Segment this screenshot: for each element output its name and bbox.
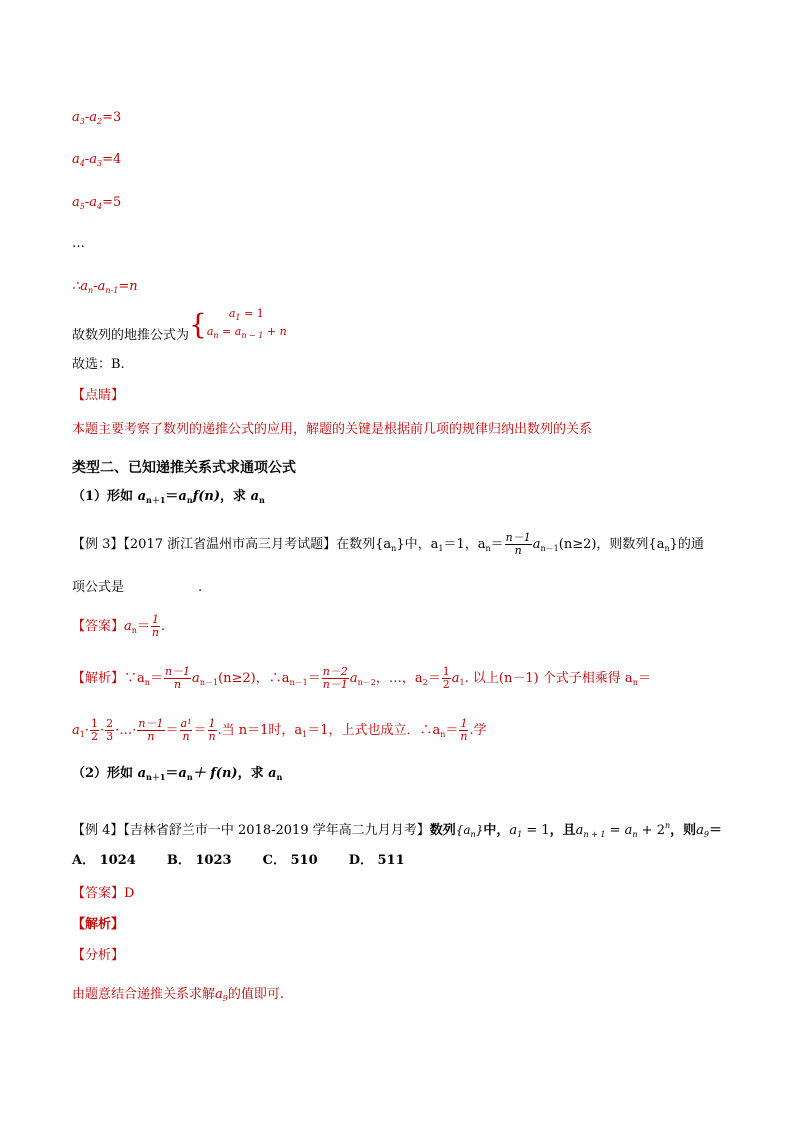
example-4: 【例 4】【吉林省舒兰市一中 2018-2019 学年高二九月月考】数列$\{a_n\}$中，$a_1 = 1$，且$a_{n + 1} = a_n + 2^n$，则$a_9=$ <box>72 821 723 839</box>
section-title: 类型二、已知递推关系式求通项公式 <box>72 460 296 476</box>
answer-4-label: 【答案】 <box>72 886 125 901</box>
solution-3-line1: 【解析】$\because a_n=$ $\frac{n-1}{n}$ $a_{n-1}(n\ge 2)$，$\therefore a_{n-1}=$ $\frac{n-2}{n-1}$ $a_{n-2}$，…，$a_2=$ $\frac{1}{2}$ $a_1$. 以上(n－1) 个式子相乘得 $a_n=$ <box>72 665 651 691</box>
subsection-2: （2）形如 $a_{n+1}=a_n+ f(n)$，求 $a_n$ <box>72 766 283 782</box>
option-a: A． 1024 <box>72 853 136 868</box>
example-3-label: 【例 3】 <box>72 537 124 552</box>
analysis-label: 【分析】 <box>72 948 125 963</box>
example-3-source: 【2017 浙江省温州市高三月考试题】 <box>123 537 337 552</box>
brace-icon: { <box>189 308 207 341</box>
option-d: D． 511 <box>348 853 405 868</box>
solution-4-label: 【解析】 <box>72 917 125 932</box>
recursion-label: 故数列的地推公式为 <box>72 327 190 343</box>
eq-line-2: $a_4-a_3=4$ <box>72 152 122 168</box>
choice-line: 故选：B. <box>72 357 125 372</box>
example-4-source: 【吉林省舒兰市一中 2018-2019 学年高二九月月考】 <box>123 823 430 838</box>
answer-3-label: 【答案】 <box>72 619 125 634</box>
solution-3-label: 【解析】 <box>72 671 125 686</box>
dianjing-text: 本题主要考察了数列的递推公式的应用，解题的关键是根据前几项的规律归纳出数列的关系 <box>72 422 593 437</box>
option-b: B． 1023 <box>166 853 232 868</box>
eq-line-3: $a_5-a_4=5$ <box>72 195 122 211</box>
option-c: C． 510 <box>262 853 318 868</box>
answer-3: 【答案】$a_n=$ $\frac{1}{n}$ . <box>72 613 166 639</box>
example-3-line2: 项公式是 . <box>72 580 203 595</box>
solution-3-line2: $a_1\cdot$ $\frac{1}{2}$ · $\frac{2}{3}$ ·…· $\frac{n-1}{n}$ ＝ $\frac{\text{a¹}}{n}$ ＝ $\frac{1}{n}$ .当 n＝1时，$a_1=1$，上式也成立．$\therefore a_n=$ $\frac{1}{n}$ .学 <box>72 717 487 743</box>
dianjing-label: 【点睛】 <box>72 388 125 403</box>
ellipsis: … <box>72 236 85 251</box>
answer-4 <box>72 886 134 902</box>
analysis-text: 由题意结合递推关系求解$a_9$的值即可. <box>72 987 285 1003</box>
recursion-system: $a_1 = 1$ $a_n = a_{n - 1} + n$ <box>206 307 287 340</box>
subsection-1: （1）形如 $a_{n+1}=a_nf(n)$，求 $a_n$ <box>72 489 265 505</box>
eq-line-general: $\therefore a_n-a_{n-1}=n$ <box>72 279 138 295</box>
options-row <box>72 853 405 869</box>
answer-4-value: D <box>124 886 135 901</box>
example-4-label: 【例 4】 <box>72 823 124 838</box>
example-3: 【例 3】【2017 浙江省温州市高三月考试题】在数列$\{a_n\}$中，$a_1=1$，$a_n=$ $\frac{n-1}{n}$ $a_{n-1}(n\ge 2)$，则数列$\{a_n\}$的通 <box>72 531 704 557</box>
eq-line-1: $a_3-a_2=3$ <box>72 110 122 126</box>
recursion-line <box>72 307 287 343</box>
